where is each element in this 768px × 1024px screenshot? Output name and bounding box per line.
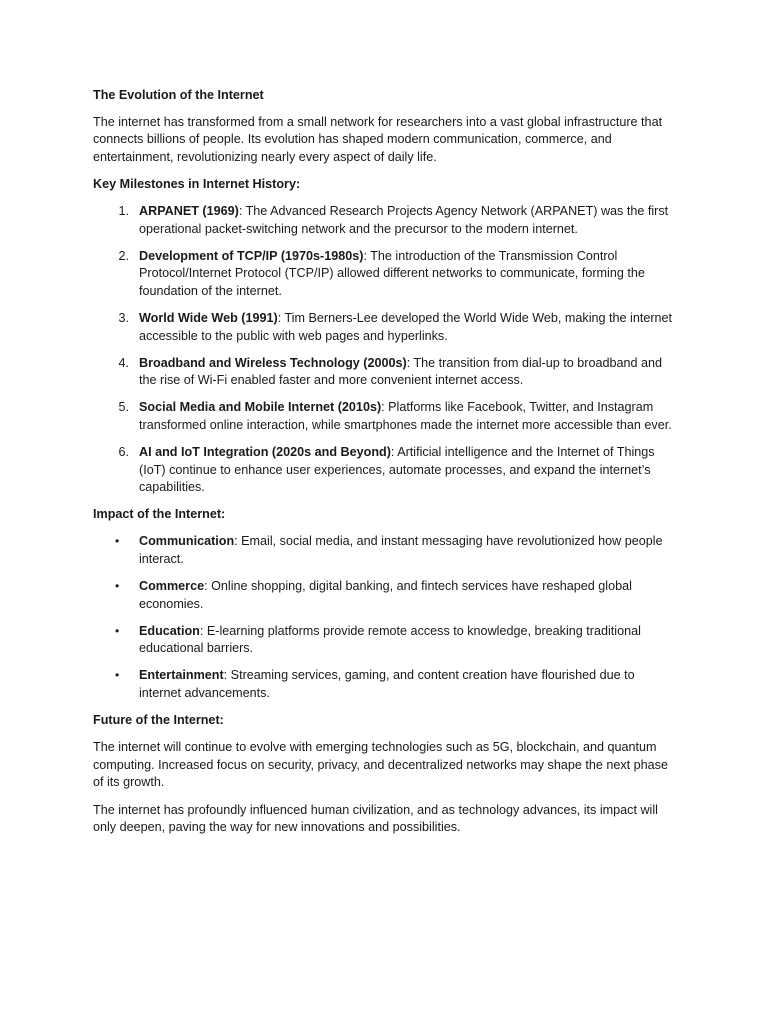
closing-paragraph: The internet has profoundly influenced human civilization, and as technology advances, its impact will only deepen, paving the way for new innovations and possibilities. (93, 802, 658, 835)
list-number: 3. (118, 310, 129, 325)
impact-term: Entertainment (139, 668, 224, 683)
milestone-item (93, 310, 678, 345)
impact-item (93, 623, 678, 658)
impact-list (93, 533, 678, 702)
list-number: 2. (118, 248, 129, 263)
bullet-icon: • (115, 534, 120, 549)
milestone-item (93, 248, 678, 301)
impact-term: Commerce (139, 579, 205, 594)
impact-item (93, 667, 678, 702)
milestone-term: Social Media and Mobile Internet (2010s) (139, 400, 382, 415)
milestone-term: Broadband and Wireless Technology (2000s) (139, 355, 407, 370)
milestone-item (93, 444, 678, 497)
document-title: The Evolution of the Internet (93, 88, 264, 102)
impact-description: : Streaming services, gaming, and content creation have flourished due to internet advancements. (139, 668, 635, 701)
milestone-item (93, 399, 678, 434)
intro-paragraph: The internet has transformed from a small network for researchers into a vast global infrastructure that connects billions of people. Its evolution has shaped modern communication, commerce, and entertainment, revolutionizing nearly every aspect of daily life. (93, 114, 663, 164)
milestone-description: : Platforms like Facebook, Twitter, and Instagram transformed online interaction, while smartphones made the internet more accessible than ever. (139, 400, 672, 432)
list-number: 1. (118, 203, 129, 218)
list-number: 6. (118, 445, 129, 459)
milestones-heading: Key Milestones in Internet History: (93, 176, 301, 191)
impact-term: Education (139, 623, 200, 638)
impact-item (93, 533, 678, 568)
impact-item (93, 578, 678, 613)
future-paragraph: The internet will continue to evolve with emerging technologies such as 5G, blockchain, and quantum computing. Increased focus on security, privacy, and decentralized networks may shape the next phase of its growth. (93, 740, 668, 790)
milestone-item (93, 203, 678, 238)
milestone-item (93, 355, 678, 390)
future-heading: Future of the Internet: (93, 713, 224, 728)
impact-description: : Email, social media, and instant messaging have revolutionized how people interact. (139, 534, 663, 566)
milestones-list (93, 203, 678, 497)
bullet-icon: • (115, 668, 120, 683)
milestone-term: ARPANET (1969) (139, 203, 239, 218)
impact-description: : E-learning platforms provide remote access to knowledge, breaking traditional educational barriers. (139, 623, 641, 656)
milestone-description: : Artificial intelligence and the Internet of Things (IoT) continue to enhance user experiences, automate processes, and expand the internet’s capabilities. (139, 445, 655, 495)
milestone-term: Development of TCP/IP (1970s-1980s) (139, 248, 364, 263)
milestone-description: : The introduction of the Transmission Control Protocol/Internet Protocol (TCP/IP) allowed different networks to communicate, forming the foundation of the internet. (139, 248, 645, 298)
bullet-icon: • (115, 579, 120, 594)
impact-heading: Impact of the Internet: (93, 507, 226, 522)
bullet-icon: • (115, 623, 120, 638)
milestone-term: World Wide Web (1991) (139, 310, 278, 325)
impact-description: : Online shopping, digital banking, and fintech services have reshaped global economies. (139, 579, 632, 611)
list-number: 4. (118, 355, 129, 370)
list-number: 5. (118, 400, 129, 415)
impact-term: Communication (139, 534, 235, 549)
milestone-term: AI and IoT Integration (2020s and Beyond) (139, 445, 391, 459)
milestone-description: : Tim Berners-Lee developed the World Wide Web, making the internet accessible to the public with web pages and hyperlinks. (139, 310, 673, 343)
milestone-description: : The Advanced Research Projects Agency Network (ARPANET) was the first operational packet-switching network and the precursor to the modern internet. (139, 203, 669, 236)
milestone-description: : The transition from dial-up to broadband and the rise of Wi-Fi enabled faster and more convenient internet access. (139, 355, 662, 388)
